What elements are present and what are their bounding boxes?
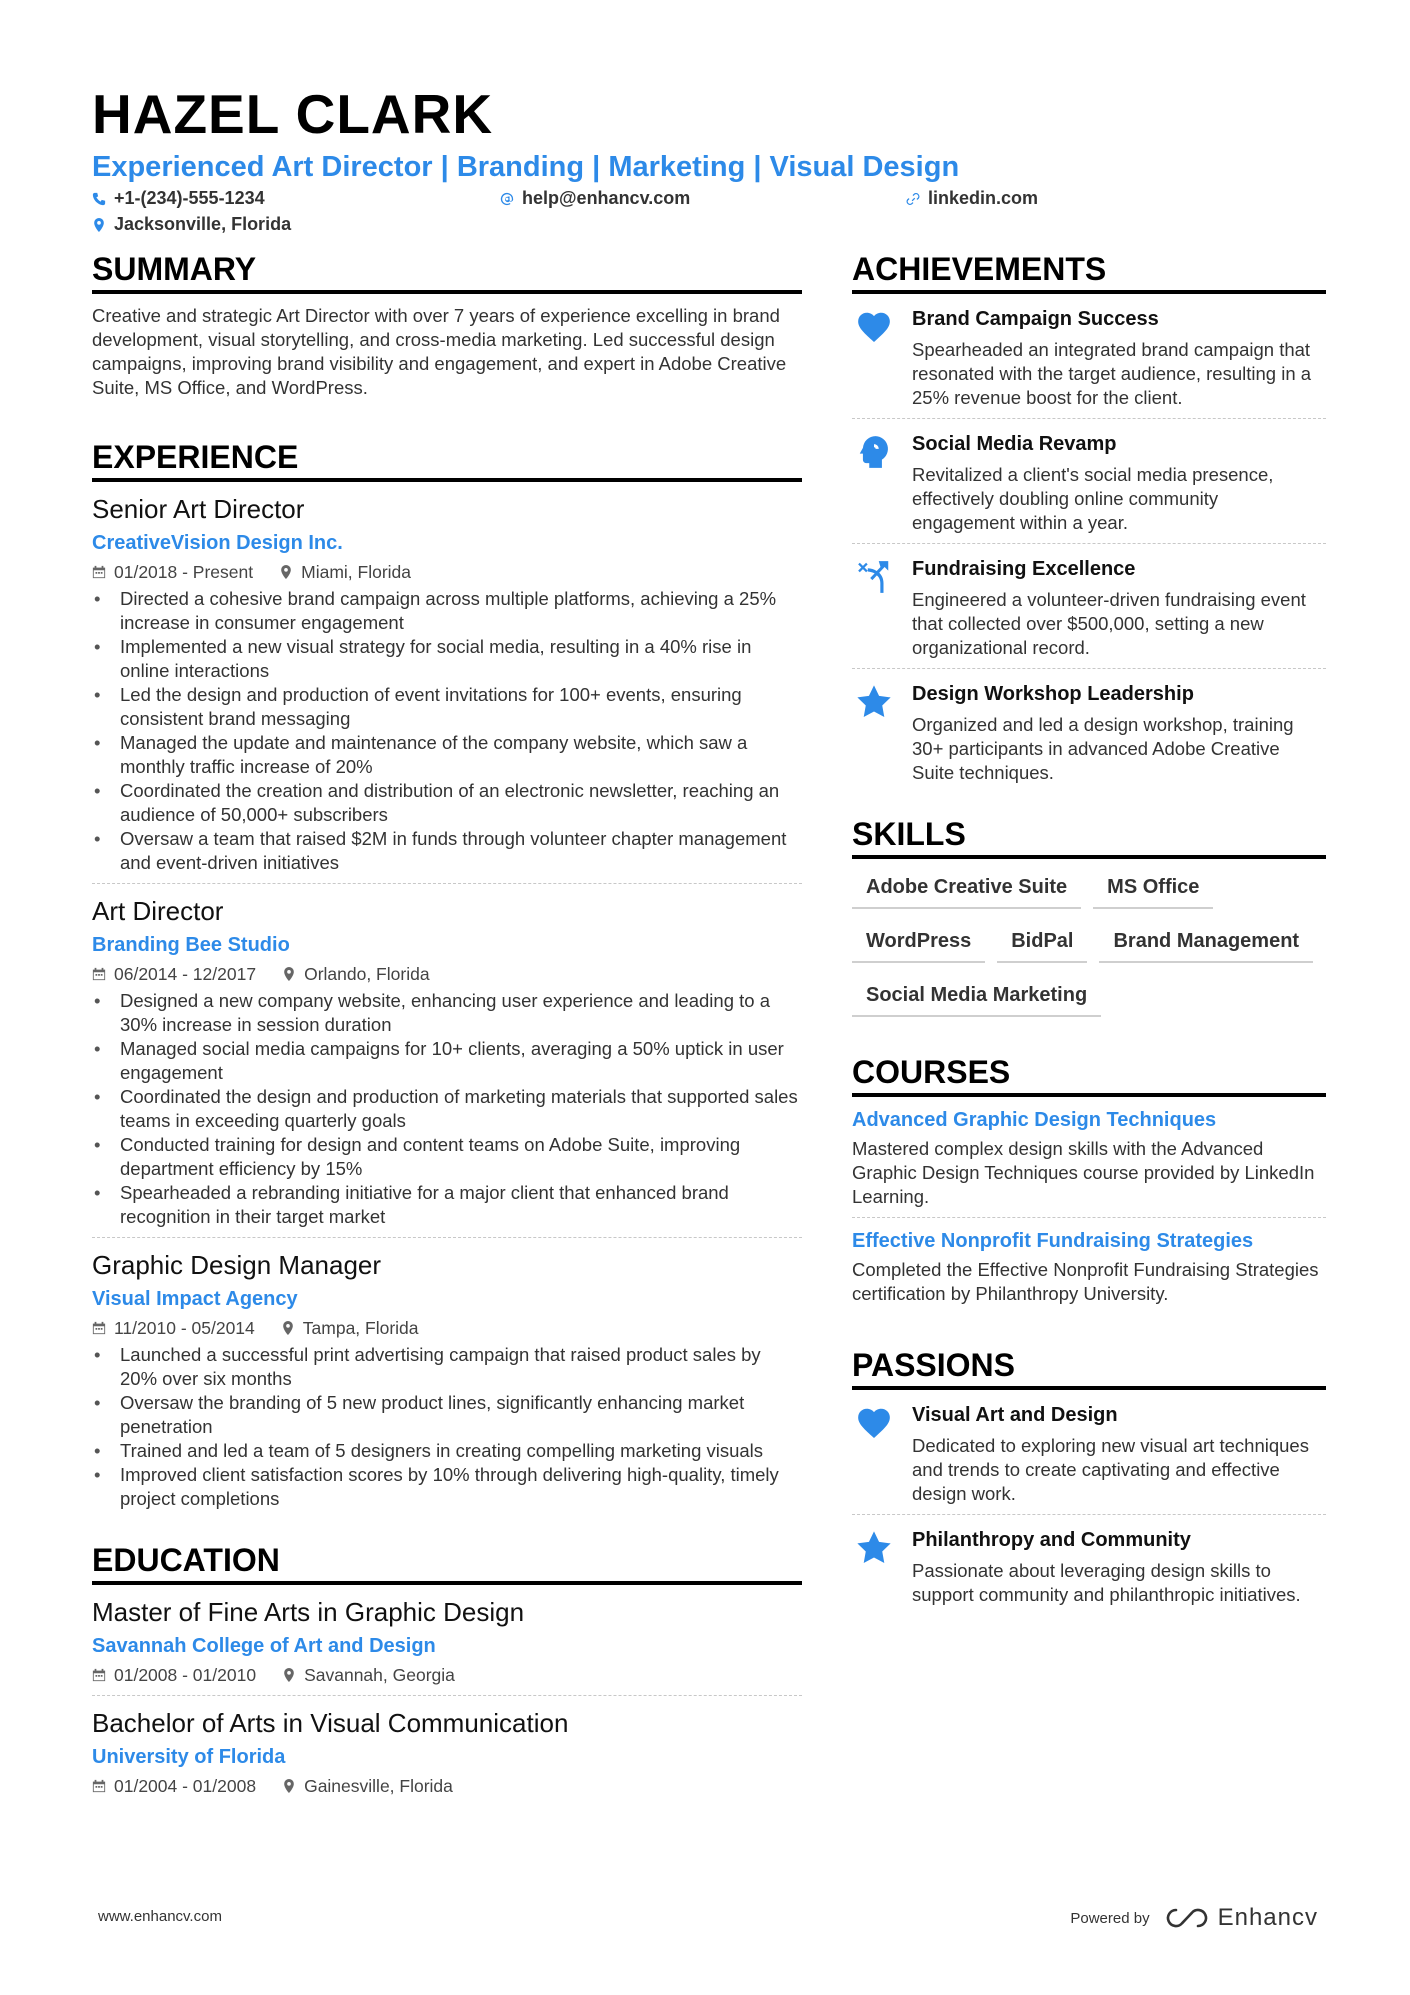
bullet-item: • Launched a successful print advertising campaign that raised product sales by 20% over six months	[92, 1343, 802, 1391]
entry-description: Spearheaded an integrated brand campaign that resonated with the target audience, resulting in a 25% revenue boost for the client.	[912, 339, 1312, 408]
date-range	[92, 560, 253, 584]
job-location	[279, 560, 411, 584]
achievement-entry	[852, 544, 1326, 660]
experience-heading: EXPERIENCE	[92, 438, 802, 482]
experience-list	[92, 494, 802, 1511]
icon-wrap	[852, 1402, 896, 1506]
icon-wrap	[852, 681, 896, 785]
achievement-bullets	[92, 587, 802, 875]
date-text: 06/2014 - 12/2017	[114, 964, 257, 984]
heart-icon	[855, 308, 893, 346]
phone-text: +1-(234)-555-1234	[114, 188, 265, 208]
skills-list	[852, 869, 1326, 1017]
job-location	[282, 962, 429, 986]
resume-page	[92, 83, 1326, 1796]
left-column	[92, 250, 802, 1798]
passion-entry	[852, 1390, 1326, 1506]
date-location-row	[92, 962, 802, 986]
contact-email[interactable]	[500, 188, 690, 209]
experience-entry	[92, 896, 802, 1238]
bullet-item: • Led the design and production of event invitations for 100+ events, ensuring consistent brand messaging	[92, 683, 802, 731]
date-range	[92, 962, 256, 986]
bullet-item: • Managed the update and maintenance of the company website, which saw a monthly traffic increase of 20%	[92, 731, 802, 779]
entry-title: Visual Art and Design	[912, 1404, 1118, 1426]
bullet-item: • Oversaw the branding of 5 new product lines, significantly enhancing market penetration	[92, 1391, 802, 1439]
footer-website[interactable]: www.enhancv.com	[98, 1908, 222, 1925]
course-title: Advanced Graphic Design Techniques	[852, 1109, 1217, 1131]
calendar-icon	[92, 1779, 106, 1793]
tagline: Experienced Art Director | Branding | Marketing | Visual Design	[92, 151, 960, 183]
job-location	[282, 1774, 453, 1798]
entry-title: Design Workshop Leadership	[912, 683, 1194, 705]
at-icon	[500, 192, 514, 206]
entry-description: Dedicated to exploring new visual art techniques and trends to create captivating and effective design work.	[912, 1435, 1309, 1504]
company-name: Visual Impact Agency	[92, 1288, 298, 1310]
entry-description: Engineered a volunteer-driven fundraising event that collected over $500,000, setting a new organizational record.	[912, 589, 1306, 658]
bullet-item: • Implemented a new visual strategy for social media, resulting in a 40% rise in online interactions	[92, 635, 802, 683]
bullet-item: • Coordinated the design and production of marketing materials that supported sales teams in exceeding quarterly goals	[92, 1085, 802, 1133]
strategy-icon	[855, 558, 893, 596]
location-text: Orlando, Florida	[304, 964, 430, 984]
bullet-item: • Spearheaded a rebranding initiative for a major client that enhanced brand recognition in their target market	[92, 1181, 802, 1229]
date-text: 01/2008 - 01/2010	[114, 1665, 257, 1685]
date-location-row	[92, 1774, 802, 1798]
calendar-icon	[92, 565, 106, 579]
calendar-icon	[92, 1321, 106, 1335]
entry-body	[912, 306, 1326, 410]
entry-description: Revitalized a client's social media presence, effectively doubling online community engagement within a year.	[912, 464, 1274, 533]
map-pin-icon	[281, 1321, 295, 1335]
icon-wrap	[852, 431, 896, 535]
skill-tag: Brand Management	[1099, 923, 1313, 963]
entry-title: Social Media Revamp	[912, 433, 1117, 455]
map-pin-icon	[92, 218, 106, 232]
courses-list	[852, 1107, 1326, 1306]
education-entry	[92, 1708, 802, 1798]
job-title: Senior Art Director	[92, 494, 305, 524]
bullet-item: • Coordinated the creation and distribution of an electronic newsletter, reaching an audience of 50,000+ subscribers	[92, 779, 802, 827]
entry-body	[912, 1527, 1326, 1607]
date-range	[92, 1774, 256, 1798]
entry-title: Fundraising Excellence	[912, 558, 1136, 580]
school-name: University of Florida	[92, 1746, 286, 1768]
entry-title: Brand Campaign Success	[912, 308, 1159, 330]
summary-heading: SUMMARY	[92, 250, 802, 294]
icon-wrap	[852, 556, 896, 660]
bullet-item: • Oversaw a team that raised $2M in funds through volunteer chapter management and event-driven initiatives	[92, 827, 802, 875]
head-icon	[855, 433, 893, 471]
bullet-item: • Trained and led a team of 5 designers in creating compelling marketing visuals	[92, 1439, 802, 1463]
entry-body	[912, 1402, 1326, 1506]
skill-tag: WordPress	[852, 923, 985, 963]
bullet-item: • Directed a cohesive brand campaign across multiple platforms, achieving a 25% increase in consumer engagement	[92, 587, 802, 635]
bullet-item: • Designed a new company website, enhancing user experience and leading to a 30% increase in session duration	[92, 989, 802, 1037]
date-location-row	[92, 1663, 802, 1687]
courses-heading: COURSES	[852, 1053, 1326, 1097]
entry-description: Organized and led a design workshop, training 30+ participants in advanced Adobe Creative Suite techniques.	[912, 714, 1294, 783]
date-range	[92, 1316, 255, 1340]
bullet-item: • Conducted training for design and content teams on Adobe Suite, improving department efficiency by 15%	[92, 1133, 802, 1181]
link-icon	[906, 192, 920, 206]
date-text: 01/2018 - Present	[114, 562, 254, 582]
location-text: Jacksonville, Florida	[114, 214, 292, 234]
achievement-entry	[852, 669, 1326, 785]
course-title: Effective Nonprofit Fundraising Strategies	[852, 1230, 1254, 1252]
map-pin-icon	[282, 967, 296, 981]
skills-heading: SKILLS	[852, 815, 1326, 859]
map-pin-icon	[282, 1668, 296, 1682]
achievement-bullets	[92, 989, 802, 1229]
school-name: Savannah College of Art and Design	[92, 1635, 436, 1657]
star-icon	[855, 683, 893, 721]
location-text: Tampa, Florida	[302, 1318, 419, 1338]
skill-tag: Adobe Creative Suite	[852, 869, 1081, 909]
footer	[98, 1904, 1318, 1934]
achievements-list	[852, 294, 1326, 785]
star-icon	[855, 1529, 893, 1567]
icon-wrap	[852, 1527, 896, 1607]
enhancv-logo[interactable]	[1164, 1904, 1318, 1932]
divider	[92, 883, 802, 884]
achievements-heading: ACHIEVEMENTS	[852, 250, 1326, 294]
education-list	[92, 1597, 802, 1798]
enhancv-logo-text: Enhancv	[1217, 1904, 1318, 1931]
degree-title: Bachelor of Arts in Visual Communication	[92, 1708, 569, 1738]
achievement-entry	[852, 419, 1326, 535]
contact-bar	[92, 188, 1326, 242]
entry-description: Passionate about leveraging design skills to support community and philanthropic initiatives.	[912, 1560, 1301, 1605]
date-text: 01/2004 - 01/2008	[114, 1776, 257, 1796]
course-description: Mastered complex design skills with the Advanced Graphic Design Techniques course provided by LinkedIn Learning.	[852, 1138, 1315, 1207]
bullet-item: • Improved client satisfaction scores by 10% through delivering high-quality, timely project completions	[92, 1463, 802, 1511]
divider	[92, 1237, 802, 1238]
calendar-icon	[92, 967, 106, 981]
phone-icon	[92, 192, 106, 206]
achievement-entry	[852, 294, 1326, 410]
linkedin-text: linkedin.com	[928, 188, 1039, 208]
heart-icon	[855, 1404, 893, 1442]
location-text: Gainesville, Florida	[304, 1776, 453, 1796]
entry-body	[912, 681, 1326, 785]
summary-text: Creative and strategic Art Director with over 7 years of experience excelling in brand development, visual storytelling, and cross-media marketing. Led successful design campaigns, improving brand visibility and engagement, and expert in Adobe Creative Suite, MS Office, and WordPress.	[92, 305, 787, 398]
divider	[92, 1695, 802, 1696]
icon-wrap	[852, 306, 896, 410]
location-text: Miami, Florida	[301, 562, 412, 582]
company-name: Branding Bee Studio	[92, 934, 290, 956]
course-description: Completed the Effective Nonprofit Fundraising Strategies certification by Philanthropy University.	[852, 1259, 1319, 1304]
experience-entry	[92, 494, 802, 884]
passion-entry	[852, 1515, 1326, 1607]
powered-by-label: Powered by	[1070, 1909, 1150, 1927]
education-heading: EDUCATION	[92, 1541, 802, 1585]
bullet-item: • Managed social media campaigns for 10+ clients, averaging a 50% uptick in user engagement	[92, 1037, 802, 1085]
enhancv-logo-icon	[1164, 1906, 1210, 1930]
job-title: Graphic Design Manager	[92, 1250, 382, 1280]
date-range	[92, 1663, 256, 1687]
skill-tag: BidPal	[997, 923, 1087, 963]
entry-body	[912, 556, 1326, 660]
education-entry	[92, 1597, 802, 1696]
map-pin-icon	[282, 1779, 296, 1793]
entry-body	[912, 431, 1326, 535]
passions-heading: PASSIONS	[852, 1346, 1326, 1390]
map-pin-icon	[279, 565, 293, 579]
skill-tag: MS Office	[1093, 869, 1213, 909]
job-title: Art Director	[92, 896, 224, 926]
company-name: CreativeVision Design Inc.	[92, 532, 343, 554]
date-location-row	[92, 1316, 802, 1340]
calendar-icon	[92, 1668, 106, 1682]
contact-phone[interactable]	[92, 188, 265, 209]
footer-branding	[1070, 1904, 1318, 1932]
divider	[852, 1217, 1326, 1218]
location-text: Savannah, Georgia	[304, 1665, 455, 1685]
skill-tag: Social Media Marketing	[852, 977, 1101, 1017]
contact-location	[92, 214, 291, 235]
right-column	[852, 250, 1326, 1607]
achievement-bullets	[92, 1343, 802, 1511]
passions-list	[852, 1390, 1326, 1607]
job-location	[281, 1316, 419, 1340]
contact-linkedin[interactable]	[906, 188, 1038, 209]
degree-title: Master of Fine Arts in Graphic Design	[92, 1597, 525, 1627]
job-location	[282, 1663, 455, 1687]
candidate-name: HAZEL CLARK	[92, 83, 494, 145]
experience-entry	[92, 1250, 802, 1511]
email-text: help@enhancv.com	[522, 188, 691, 208]
date-location-row	[92, 560, 802, 584]
entry-title: Philanthropy and Community	[912, 1529, 1191, 1551]
date-text: 11/2010 - 05/2014	[114, 1318, 255, 1338]
